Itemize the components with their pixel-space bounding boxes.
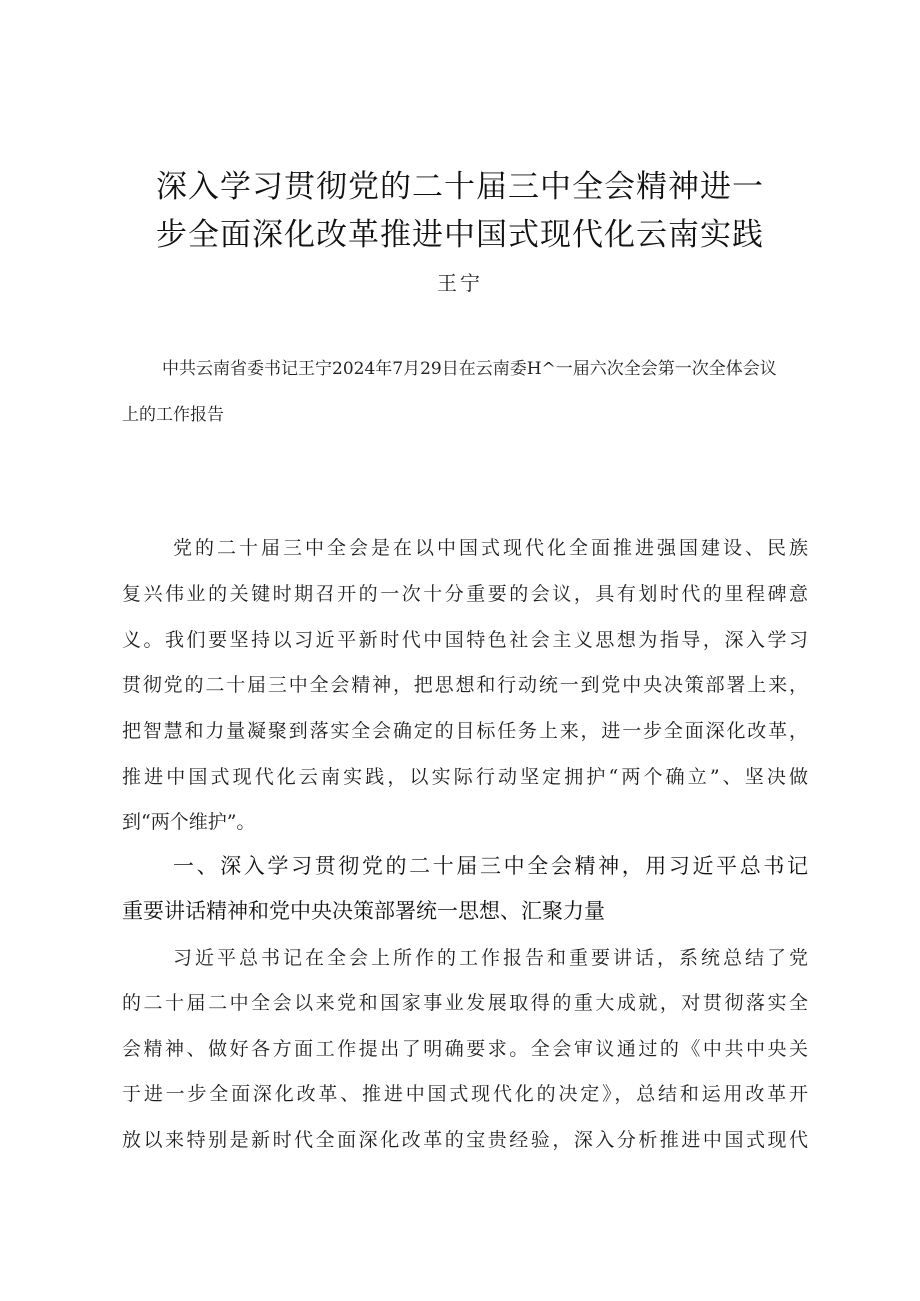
paragraph-2-line: 放以来特别是新时代全面深化改革的宝贵经验，深入分析推进中国式现代 — [122, 1129, 808, 1151]
document-author: 王宁 — [437, 271, 483, 295]
paragraph-1-line: 党的二十届三中全会是在以中国式现代化全面推进强国建设、民族 — [173, 537, 808, 559]
paragraph-1-line: 把智慧和力量凝聚到落实全会确定的目标任务上来，进一步全面深化改革， — [122, 720, 808, 742]
paragraph-2-line: 习近平总书记在全会上所作的工作报告和重要讲话，系统总结了党 — [173, 947, 808, 969]
document-subtitle-line-2: 上的工作报告 — [122, 405, 224, 425]
paragraph-2-line: 于进一步全面深化改革、推进中国式现代化的决定》，总结和运用改革开 — [122, 1083, 808, 1105]
paragraph-2-line: 的二十届二中全会以来党和国家事业发展取得的重大成就，对贯彻落实全 — [122, 992, 808, 1014]
paragraph-1-line: 到“两个维护”。 — [122, 811, 256, 833]
document-subtitle-line-1: 中共云南省委书记王宁2024年7月29日在云南委H^一届六次全会第一次全体会议 — [162, 359, 777, 379]
document-title-line-2: 步全面深化改革推进中国式现代化云南实践 — [156, 217, 764, 253]
document-title-line-1: 深入学习贯彻党的二十届三中全会精神进一 — [156, 169, 764, 205]
section-1-heading-line: 一、深入学习贯彻党的二十届三中全会精神，用习近平总书记 — [173, 854, 808, 878]
paragraph-1-line: 义。我们要坚持以习近平新时代中国特色社会主义思想为指导，深入学习 — [122, 629, 808, 651]
paragraph-1-line: 贯彻党的二十届三中全会精神，把思想和行动统一到党中央决策部署上来， — [122, 674, 808, 696]
paragraph-1-line: 复兴伟业的关键时期召开的一次十分重要的会议，具有划时代的里程碑意 — [122, 583, 808, 605]
paragraph-1-line: 推进中国式现代化云南实践，以实际行动坚定拥护“两个确立”、坚决做 — [122, 766, 808, 788]
section-1-heading-line: 重要讲话精神和党中央决策部署统一思想、汇聚力量 — [122, 899, 605, 923]
paragraph-2-line: 会精神、做好各方面工作提出了明确要求。全会审议通过的《中共中央关 — [122, 1038, 808, 1060]
